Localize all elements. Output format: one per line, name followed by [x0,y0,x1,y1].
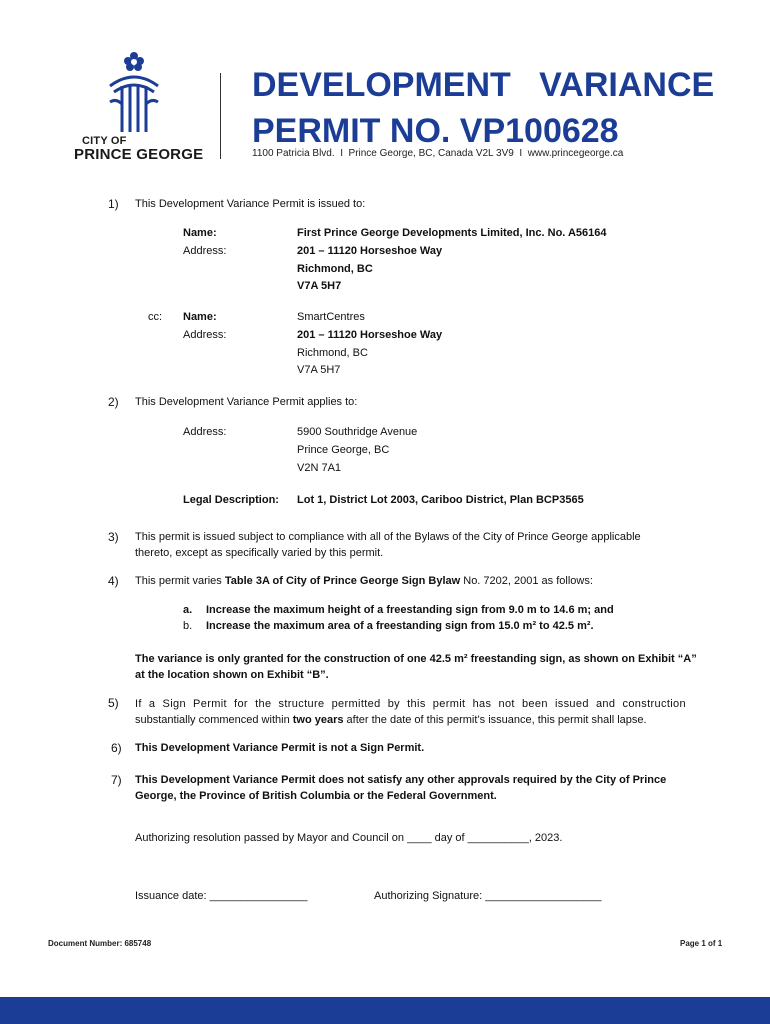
variance-item-b-marker: b. [183,620,193,632]
title-line-1: DEVELOPMENT VARIANCE [252,66,715,104]
section-5-line-1: If a Sign Permit for the structure permitted by this permit has not been issued and construction [135,698,686,710]
section-3-text [135,529,641,561]
city-crest-icon [102,46,166,134]
issuance-date: Issuance date: ________________ [135,890,308,902]
section-4-text-pre: This permit varies [135,575,225,587]
page-number: Page 1 of 1 [680,939,723,948]
issued-address-line-1: 201 – 11120 Horseshoe Way [297,245,443,257]
section-1-text: This Development Variance Permit is issued to: [135,198,366,210]
section-5-line-2 [135,712,686,728]
header-divider [220,73,221,159]
legal-description-label: Legal Description: [183,494,279,506]
section-1-number: 1) [108,197,119,211]
issued-name-value: First Prince George Developments Limited, Inc. No. A56164 [297,227,607,239]
city-logo [70,44,204,164]
cc-label: cc: [148,311,163,323]
section-7-line-1: This Development Variance Permit does not satisfy any other approvals required by the City of Prince [135,774,667,786]
site-address-label: Address: [183,426,227,438]
authorizing-resolution: Authorizing resolution passed by Mayor and Council on ____ day of __________, 2023. [135,832,563,844]
cc-address-label: Address: [183,329,227,341]
cc-address-line-2: Richmond, BC [297,347,368,359]
city-address-line: 1100 Patricia Blvd. I Prince George, BC, Canada V2L 3V9 I www.princegeorge.ca [252,148,624,159]
section-5-text [135,696,686,728]
variance-item-a-text: Increase the maximum height of a freestanding sign from 9.0 m to 14.6 m; and [206,604,614,616]
section-6-number: 6) [111,741,122,755]
cc-name-value: SmartCentres [297,311,365,323]
title-line-2: PERMIT NO. VP100628 [252,112,619,150]
site-address-line-1: 5900 Southridge Avenue [297,426,418,438]
section-5-line-2-post: after the date of this permit’s issuance, this permit shall lapse. [343,714,647,726]
section-2-number: 2) [108,395,119,409]
section-4-text [135,575,593,587]
section-4-text-post: No. 7202, 2001 as follows: [460,575,593,587]
issued-address-line-2: Richmond, BC [297,263,373,275]
section-3-line-1: This permit is issued subject to compliance with all of the Bylaws of the City of Prince George applicable [135,531,641,543]
logo-city-of: CITY OF [82,135,127,147]
footer-bar [0,997,770,1024]
cc-address-line-3: V7A 5H7 [297,364,341,376]
legal-description-value: Lot 1, District Lot 2003, Cariboo District, Plan BCP3565 [297,494,584,506]
variance-item-a-marker: a. [183,604,193,616]
cc-name-label: Name: [183,311,217,323]
section-5-line-2-pre: substantially commenced within [135,714,293,726]
variance-note [135,651,697,683]
document-number: Document Number: 685748 [48,939,152,948]
section-2-text: This Development Variance Permit applies to: [135,396,358,408]
cc-address-line-1: 201 – 11120 Horseshoe Way [297,329,443,341]
site-address-line-3: V2N 7A1 [297,462,342,474]
section-5-number: 5) [108,696,119,710]
issued-address-line-3: V7A 5H7 [297,280,342,292]
section-4-bylaw-ref: Table 3A of City of Prince George Sign Bylaw [224,575,461,587]
section-7-line-2: George, the Province of British Columbia or the Federal Government. [135,790,497,802]
section-6-text: This Development Variance Permit is not a Sign Permit. [135,742,425,754]
section-4-number: 4) [108,574,119,588]
authorizing-signature: Authorizing Signature: ___________________ [374,890,602,902]
variance-note-line-1: The variance is only granted for the construction of one 42.5 m² freestanding sign, as shown on Exhibit “A” [135,653,697,665]
issued-address-label: Address: [183,245,227,257]
section-7-text [135,772,666,804]
section-3-line-2: thereto, except as specifically varied by this permit. [135,547,384,559]
page-title [252,62,732,154]
variance-note-line-2: at the location shown on Exhibit “B”. [135,669,329,681]
section-5-two-years: two years [292,714,344,726]
issued-name-label: Name: [183,227,217,239]
logo-prince-george: PRINCE GEORGE [74,146,204,163]
site-address-line-2: Prince George, BC [297,444,390,456]
section-7-number: 7) [111,773,122,787]
section-3-number: 3) [108,530,119,544]
variance-item-b-text: Increase the maximum area of a freestanding sign from 15.0 m² to 42.5 m². [206,620,594,632]
